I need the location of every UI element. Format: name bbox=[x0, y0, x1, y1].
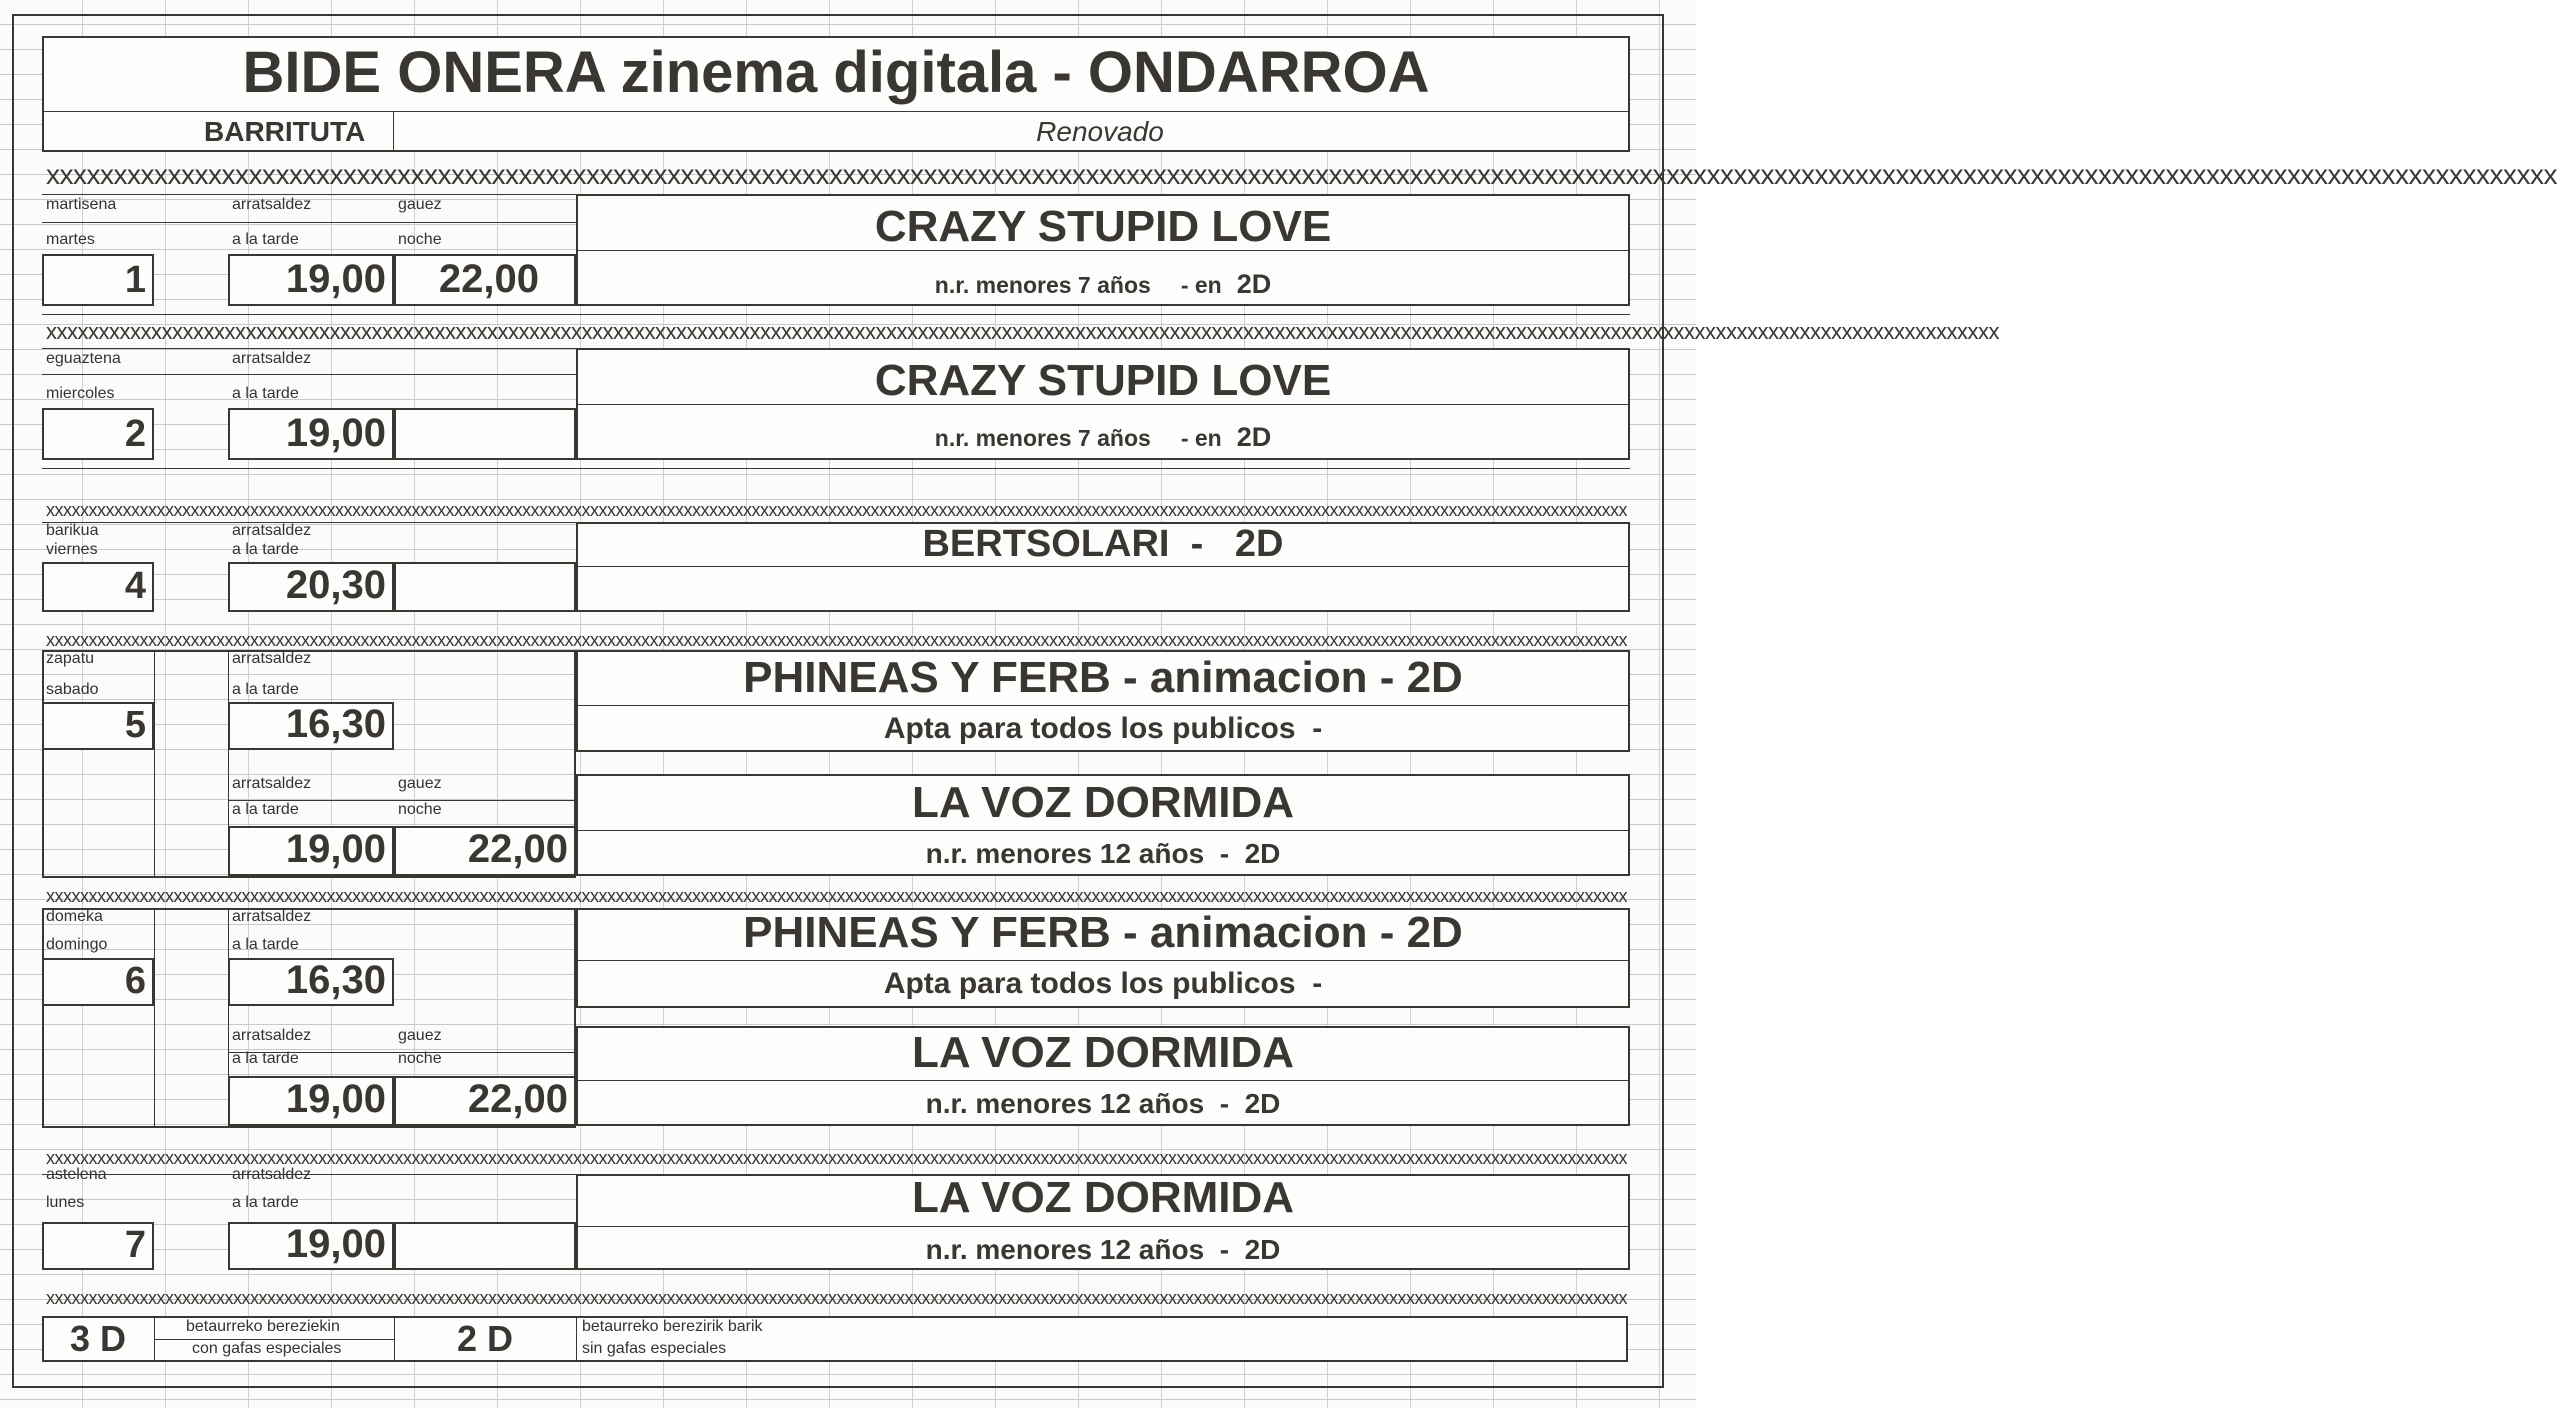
row-line bbox=[576, 1080, 1630, 1081]
session-label-eu: arratsaldez bbox=[232, 522, 312, 539]
session-label-es: a la tarde bbox=[232, 681, 299, 698]
day-name-es: viernes bbox=[46, 541, 98, 558]
session-label-eu: arratsaldez bbox=[232, 650, 312, 667]
legend-3d-eu: betaurreko bereziekin bbox=[186, 1318, 340, 1335]
row-line bbox=[42, 314, 1630, 315]
day-name-es: miercoles bbox=[46, 385, 115, 402]
header-left-label: BARRITUTA bbox=[204, 116, 366, 147]
showtime: 19,00 bbox=[285, 1077, 386, 1121]
rating-sep: - en bbox=[1180, 425, 1222, 451]
format-text: 2D bbox=[1236, 422, 1272, 452]
legend-2d-es: sin gafas especiales bbox=[582, 1340, 727, 1357]
film-note: n.r. menores 12 años - 2D bbox=[925, 1234, 1281, 1265]
session-label-eu: arratsaldez bbox=[232, 1166, 312, 1183]
film-title: PHINEAS Y FERB - animacion - 2D bbox=[743, 653, 1463, 702]
header-divider bbox=[42, 111, 1630, 112]
film-note: Apta para todos los publicos - bbox=[883, 967, 1323, 1000]
session-label-es: a la tarde bbox=[232, 801, 299, 818]
session-label-es: a la tarde bbox=[232, 1194, 299, 1211]
time-box bbox=[394, 562, 576, 612]
format-text: 2D bbox=[1236, 269, 1272, 299]
rating-text: n.r. menores 7 años bbox=[934, 425, 1151, 451]
row-line bbox=[576, 960, 1630, 961]
session-label-eu: gauez bbox=[398, 1027, 442, 1044]
row-line bbox=[42, 194, 576, 195]
film-title: CRAZY STUPID LOVE bbox=[874, 202, 1332, 251]
day-name-eu: astelena bbox=[46, 1166, 107, 1183]
header-split bbox=[393, 111, 394, 152]
showtime: 20,30 bbox=[285, 563, 386, 607]
session-label-es: noche bbox=[398, 231, 442, 248]
day-number: 7 bbox=[124, 1224, 146, 1266]
day-name-eu: zapatu bbox=[46, 650, 95, 667]
film-title: BERTSOLARI - 2D bbox=[922, 523, 1284, 565]
row-line bbox=[42, 348, 576, 349]
showtime: 22,00 bbox=[438, 257, 539, 301]
showtime: 22,00 bbox=[467, 827, 568, 871]
session-label-es: a la tarde bbox=[232, 1050, 299, 1067]
day-name-es: martes bbox=[46, 231, 95, 248]
time-box bbox=[394, 408, 576, 460]
showtime: 16,30 bbox=[285, 702, 386, 746]
session-label-es: a la tarde bbox=[232, 231, 299, 248]
film-title: LA VOZ DORMIDA bbox=[911, 778, 1295, 827]
separator-row: xxxxxxxxxxxxxxxxxxxxxxxxxxxxxxxxxxxxxxxxxxxxxxxxxxxxxxxxxxxxxxxxxxxxxxxxxxxxxxxxxxxxxxxxxxxxxxxxxxxxxxxxxxxxxxxxxxxxxxxxxxxxxxxxxxxxxxxxxxxxxxxxxxxxxxxxxxxxxxxxxxxxxxxxxxxxxxxxxxxxxxxxxx bbox=[46, 630, 1627, 650]
session-label-eu: gauez bbox=[398, 196, 442, 213]
separator-row: xxxxxxxxxxxxxxxxxxxxxxxxxxxxxxxxxxxxxxxxxxxxxxxxxxxxxxxxxxxxxxxxxxxxxxxxxxxxxxxxxxxxxxxxxxxxxxxxxxxxxxxxxxxxxxxxxxxxxxxxxxxxxxxxxxxxxxxxxxxxxxxxxxxxxxxxxxxxxxxxxxxxxxxxxxxxxxxxxxxxxxxxxx bbox=[46, 1148, 1627, 1168]
film-note bbox=[576, 268, 1630, 301]
separator-row: xxxxxxxxxxxxxxxxxxxxxxxxxxxxxxxxxxxxxxxxxxxxxxxxxxxxxxxxxxxxxxxxxxxxxxxxxxxxxxxxxxxxxxxxxxxxxxxxxxxxxxxxxxxxxxxxxxxxxxxxxxxxxxxxxxxxxxxxxxxxxxxxxxxxxxxxxxxxxxxxxxxxxxxxxxxxxxxxxxxxxxxxxx bbox=[46, 159, 2557, 190]
col-line bbox=[228, 650, 229, 878]
separator-row: xxxxxxxxxxxxxxxxxxxxxxxxxxxxxxxxxxxxxxxxxxxxxxxxxxxxxxxxxxxxxxxxxxxxxxxxxxxxxxxxxxxxxxxxxxxxxxxxxxxxxxxxxxxxxxxxxxxxxxxxxxxxxxxxxxxxxxxxxxxxxxxxxxxxxxxxxxxxxxxxxxxxxxxxxxxxxxxxxxxxxxxxxx bbox=[46, 500, 1627, 520]
showtime: 19,00 bbox=[285, 1222, 386, 1266]
session-label-eu: arratsaldez bbox=[232, 350, 312, 367]
film-title: PHINEAS Y FERB - animacion - 2D bbox=[743, 908, 1463, 957]
col-line bbox=[228, 908, 229, 1128]
film-note bbox=[576, 421, 1630, 454]
session-label-es: a la tarde bbox=[232, 936, 299, 953]
page-title: BIDE ONERA zinema digitala - ONDARROA bbox=[242, 40, 1430, 105]
legend-divider bbox=[576, 1316, 577, 1362]
film-title: CRAZY STUPID LOVE bbox=[874, 356, 1332, 405]
film-note: n.r. menores 12 años - 2D bbox=[925, 1088, 1281, 1119]
showtime: 19,00 bbox=[285, 411, 386, 455]
legend-3d-es: con gafas especiales bbox=[192, 1340, 342, 1357]
day-number: 4 bbox=[124, 565, 146, 607]
showtime: 16,30 bbox=[285, 958, 386, 1002]
session-label-es: a la tarde bbox=[232, 385, 299, 402]
col-line bbox=[154, 908, 155, 1128]
showtime: 22,00 bbox=[467, 1077, 568, 1121]
day-name-eu: domeka bbox=[46, 908, 103, 925]
showtime: 19,00 bbox=[285, 827, 386, 871]
day-name-eu: barikua bbox=[46, 522, 99, 539]
legend-2d-label: 2 D bbox=[456, 1318, 514, 1359]
col-line bbox=[154, 650, 155, 878]
day-name-es: lunes bbox=[46, 1194, 85, 1211]
day-name-eu: eguaztena bbox=[46, 350, 121, 367]
session-label-eu: arratsaldez bbox=[232, 908, 312, 925]
header-right-label: Renovado bbox=[1036, 116, 1164, 147]
day-name-eu: martisena bbox=[46, 196, 117, 213]
session-label-eu: arratsaldez bbox=[232, 1027, 312, 1044]
session-label-eu: arratsaldez bbox=[232, 196, 312, 213]
session-label-es: noche bbox=[398, 1050, 442, 1067]
film-title: LA VOZ DORMIDA bbox=[911, 1028, 1295, 1077]
day-number: 1 bbox=[124, 259, 146, 301]
film-title: LA VOZ DORMIDA bbox=[911, 1173, 1295, 1222]
row-line bbox=[576, 705, 1630, 706]
day6-block-frame bbox=[42, 908, 576, 1128]
day5-block-frame bbox=[42, 650, 576, 878]
row-line bbox=[576, 830, 1630, 831]
session-label-eu: gauez bbox=[398, 775, 442, 792]
legend-2d-eu: betaurreko berezirik barik bbox=[582, 1318, 763, 1335]
row-line bbox=[576, 1226, 1630, 1227]
session-label-eu: arratsaldez bbox=[232, 775, 312, 792]
separator-row: xxxxxxxxxxxxxxxxxxxxxxxxxxxxxxxxxxxxxxxxxxxxxxxxxxxxxxxxxxxxxxxxxxxxxxxxxxxxxxxxxxxxxxxxxxxxxxxxxxxxxxxxxxxxxxxxxxxxxxxxxxxxxxxxxxxxxxxxxxxxxxxxxxxxxxxxxxxxxxxxxxxxxxxxxxxxxxxxxxxxxxxxxx bbox=[46, 1288, 1627, 1308]
day-name-es: sabado bbox=[46, 681, 99, 698]
day-number: 6 bbox=[124, 960, 146, 1002]
film-note: n.r. menores 12 años - 2D bbox=[925, 838, 1281, 869]
separator-row: xxxxxxxxxxxxxxxxxxxxxxxxxxxxxxxxxxxxxxxxxxxxxxxxxxxxxxxxxxxxxxxxxxxxxxxxxxxxxxxxxxxxxxxxxxxxxxxxxxxxxxxxxxxxxxxxxxxxxxxxxxxxxxxxxxxxxxxxxxxxxxxxxxxxxxxxxxxxxxxxxxxxxxxxxxxxxxxxxxxxxxxxxx bbox=[46, 886, 1627, 906]
row-line bbox=[42, 468, 1630, 469]
showtime: 19,00 bbox=[285, 257, 386, 301]
session-label-es: noche bbox=[398, 801, 442, 818]
day-number: 5 bbox=[124, 704, 146, 746]
day-name-es: domingo bbox=[46, 936, 108, 953]
rating-text: n.r. menores 7 años bbox=[934, 272, 1151, 298]
separator-row: xxxxxxxxxxxxxxxxxxxxxxxxxxxxxxxxxxxxxxxxxxxxxxxxxxxxxxxxxxxxxxxxxxxxxxxxxxxxxxxxxxxxxxxxxxxxxxxxxxxxxxxxxxxxxxxxxxxxxxxxxxxxxxxxxxxxxxxxxxxxxxxxxxxxxxxxxxxxxxxxxxxxxxxxxxxxxxxxxxxxxxxxxx bbox=[46, 319, 1999, 344]
session-label-es: a la tarde bbox=[232, 541, 299, 558]
day-number: 2 bbox=[124, 413, 146, 455]
legend-3d-label: 3 D bbox=[69, 1318, 127, 1359]
row-line bbox=[42, 222, 576, 223]
time-box bbox=[394, 1222, 576, 1270]
rating-sep: - en bbox=[1180, 272, 1222, 298]
row-line bbox=[42, 374, 576, 375]
film-note: Apta para todos los publicos - bbox=[883, 712, 1323, 745]
